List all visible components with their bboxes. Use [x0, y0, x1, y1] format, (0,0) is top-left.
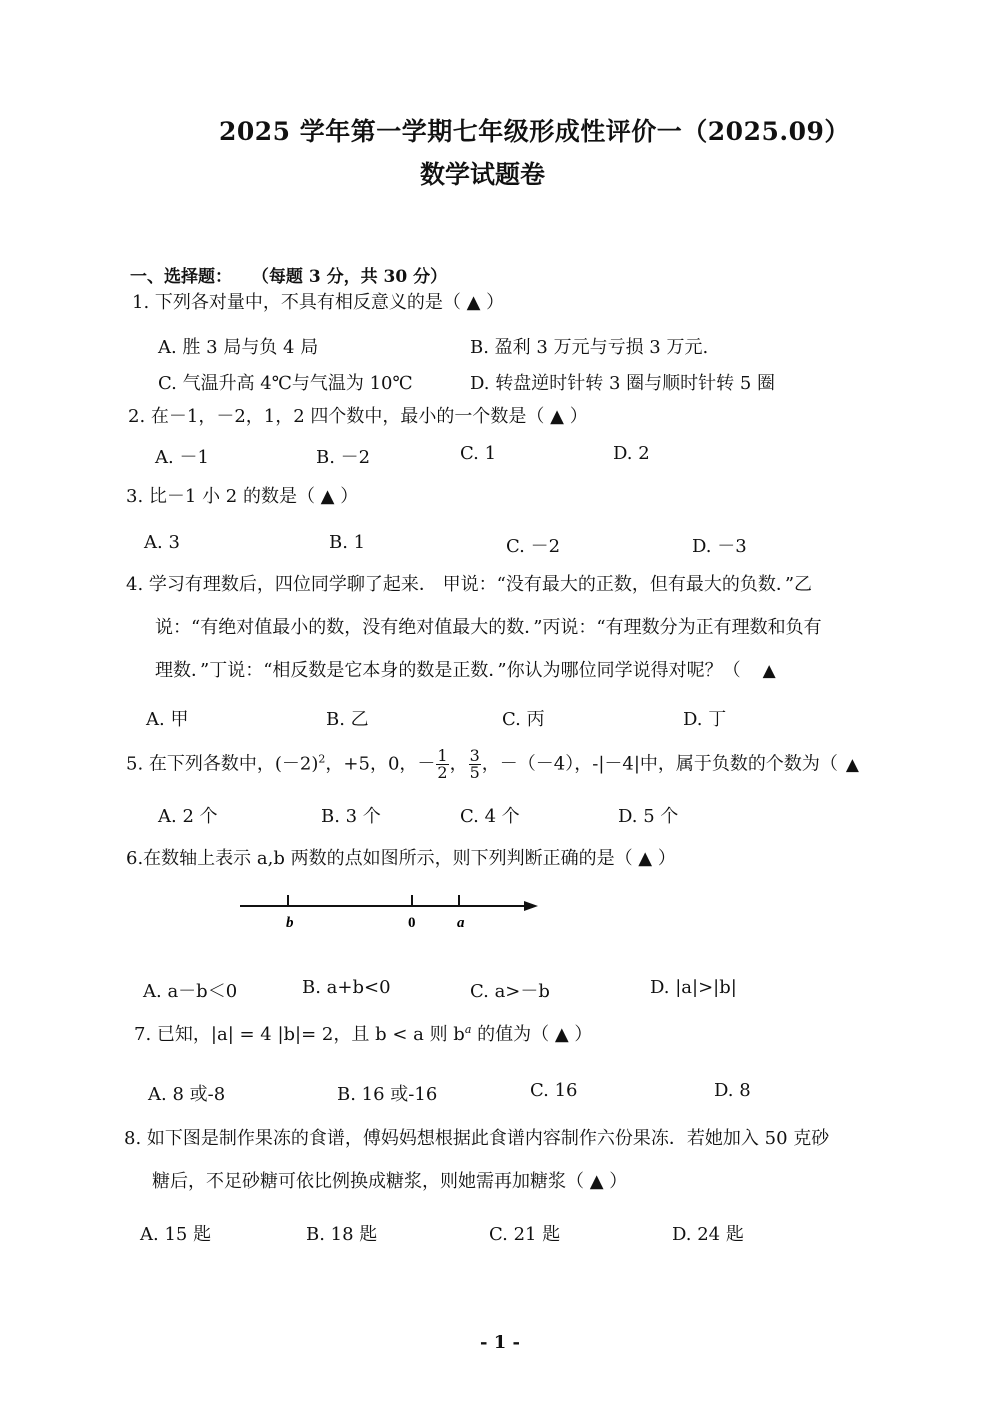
question-3-stem: 3. 比－1 小 2 的数是（ ▲ ） [126, 486, 359, 507]
q3-option-a: A. 3 [144, 532, 180, 553]
q6-option-a: A. a－b＜0 [143, 981, 238, 1002]
question-4-line-3: 理数．”丁说：“相反数是它本身的数是正数．”你认为哪位同学说得对呢？（ ▲ [155, 660, 776, 681]
fraction-one-half: $\frac{1}{2}$ [437, 746, 448, 782]
label-a: a [457, 915, 465, 931]
question-8-line-1: 8. 如下图是制作果冻的食谱，傅妈妈想根据此食谱内容制作六份果冻．若她加入 50 克砂 [124, 1128, 830, 1149]
q3-option-d: D. －3 [692, 536, 747, 557]
q8-option-c: C. 21 匙 [489, 1224, 561, 1245]
q2-option-d: D. 2 [613, 443, 650, 464]
q5-option-c: C. 4 个 [460, 806, 520, 827]
q5-option-d: D. 5 个 [618, 806, 679, 827]
arrow-head-icon [524, 901, 538, 911]
question-7-stem: 7. 已知，|a| = 4 |b|= 2，且 b < a 则 $b^a$ 的值为（ ▲ ） [134, 1023, 593, 1045]
q7-option-d: D. 8 [714, 1080, 751, 1101]
q1-option-a: A. 胜 3 局与负 4 局 [158, 337, 319, 358]
question-4-line-1: 4. 学习有理数后，四位同学聊了起来． 甲说：“没有最大的正数，但有最大的负数．”乙 [126, 574, 813, 595]
page-number: - 1 - [480, 1332, 520, 1353]
q3-option-b: B. 1 [329, 532, 366, 553]
section-title: 一、选择题： [130, 267, 232, 287]
q6-option-b: B. a+b<0 [302, 977, 391, 998]
number-line-diagram [230, 885, 550, 935]
q4-option-d: D. 丁 [683, 709, 727, 730]
q5-option-b: B. 3 个 [321, 806, 381, 827]
section-heading [130, 262, 447, 287]
question-8-line-2: 糖后，不足砂糖可依比例换成糖浆，则她需再加糖浆（ ▲ ） [152, 1171, 628, 1192]
page-title: 2025 学年第一学期七年级形成性评价一（2025.09） [219, 117, 850, 146]
fraction-three-fifths: $\frac{3}{5}$ [469, 746, 480, 782]
q2-option-b: B. －2 [316, 447, 371, 468]
answer-mark-icon: ▲ [762, 661, 776, 681]
question-2-stem: 2. 在－1，－2，1，2 四个数中，最小的一个数是（ ▲ ） [128, 406, 588, 427]
q6-option-c: C. a>－b [470, 981, 550, 1002]
question-5-stem: 5. 在下列各数中，$(-2)^2$，+5，0，－ $\frac{1}{2}$ ， $\frac{3}{5}$ ，－（－4），-|－4|中，属于负数的个数为（ ▲ [126, 746, 859, 782]
q7-option-c: C. 16 [530, 1080, 578, 1101]
q7-option-b: B. 16 或-16 [337, 1084, 438, 1105]
q8-option-a: A. 15 匙 [140, 1224, 212, 1245]
q2-option-c: C. 1 [460, 443, 497, 464]
answer-mark-icon: ▲ [845, 754, 859, 775]
question-6-stem: 6.在数轴上表示 a,b 两数的点如图所示，则下列判断正确的是（ ▲ ） [126, 848, 676, 869]
q7-option-a: A. 8 或-8 [148, 1084, 226, 1105]
q8-option-b: B. 18 匙 [306, 1224, 378, 1245]
label-zero: 0 [408, 915, 416, 931]
q1-option-d: D. 转盘逆时针转 3 圈与顺时针转 5 圈 [470, 373, 776, 394]
question-1-stem: 1. 下列各对量中，不具有相反意义的是（ ▲ ） [132, 292, 505, 313]
q4-option-c: C. 丙 [502, 709, 545, 730]
q1-option-b: B. 盈利 3 万元与亏损 3 万元. [470, 337, 709, 358]
section-note: （每题 3 分，共 30 分） [251, 267, 448, 287]
q6-option-d: D. |a|>|b| [650, 977, 737, 998]
q4-option-a: A. 甲 [146, 709, 189, 730]
q8-option-d: D. 24 匙 [672, 1224, 744, 1245]
q2-option-a: A. －1 [155, 447, 209, 468]
question-4-line-2: 说：“有绝对值最小的数，没有绝对值最大的数．”丙说：“有理数分为正有理数和负有 [155, 617, 822, 638]
q4-option-b: B. 乙 [326, 709, 369, 730]
label-b: b [286, 915, 294, 931]
q3-option-c: C. －2 [506, 536, 561, 557]
q1-option-c: C. 气温升高 4℃与气温为 10℃ [158, 373, 413, 394]
q5-option-a: A. 2 个 [158, 806, 218, 827]
page-subtitle: 数学试题卷 [420, 160, 546, 189]
